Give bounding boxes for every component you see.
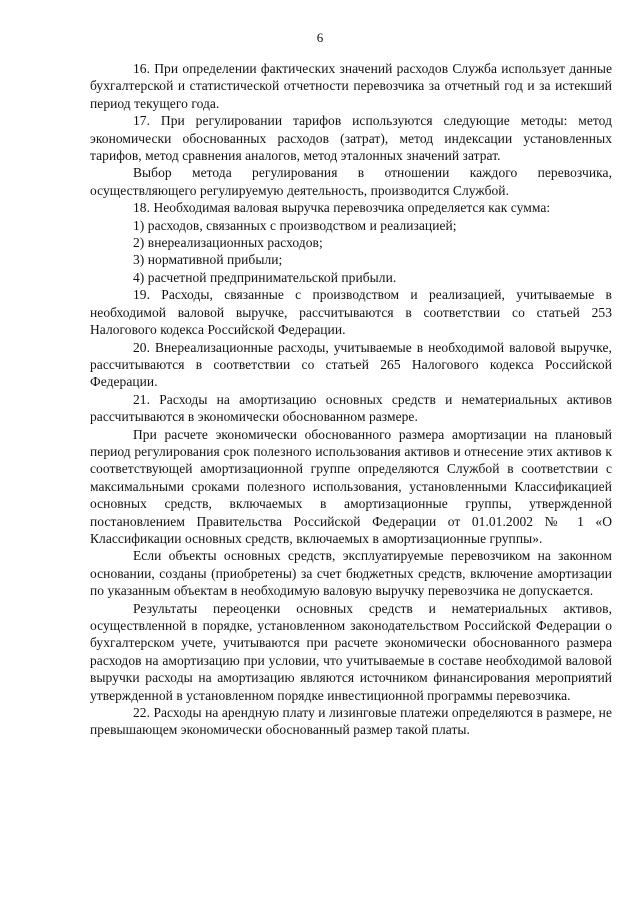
list-item-3: 3) нормативной прибыли; bbox=[133, 252, 283, 268]
paragraph-22: 22. Расходы на арендную плату и лизинговые платежи определяются в размере, не превышающем экономически обоснованный размер такой платы. bbox=[90, 705, 612, 738]
paragraph-budget-assets: Если объекты основных средств, эксплуатируемые перевозчиком на законном основании, созданы (приобретены) за счет бюджетных средств, включение амортизации по указанным объектам в необходимую валовую выручку перевозчика не допускается. bbox=[90, 548, 612, 599]
document-body bbox=[90, 60, 612, 739]
paragraph-19: 19. Расходы, связанные с производством и реализацией, учитываемые в необходимой валовой выручке, рассчитываются в соответствии со статьей 253 Налогового кодекса Российской Федерации. bbox=[90, 287, 612, 338]
paragraph-revaluation: Результаты переоценки основных средств и нематериальных активов, осуществленной в порядке, установленном законодательством Российской Федерации о бухгалтерском учете, учитываются при расчете экономически обоснованного размера расходов на амортизацию при условии, что учитываемые в составе необходимой валовой выручки расходы на амортизацию являются источником финансирования мероприятий утвержденной в установленном порядке инвестиционной программы перевозчика. bbox=[90, 600, 612, 703]
paragraph-amortization-period: При расчете экономически обоснованного размера амортизации на плановый период регулирования срок полезного использования активов и отнесение этих активов к соответствующей амортизационной группе определяются Службой в соответствии с максимальными сроками полезного использования, установленными Классификацией основных средств, включаемых в амортизационные группы, утвержденной постановлением Правительства Российской Федерации от 01.01.2002 № 1 «О Классификации основных средств, включаемых в амортизационные группы». bbox=[90, 426, 612, 546]
paragraph-method-choice: Выбор метода регулирования в отношении каждого перевозчика, осуществляющего регулируемую деятельность, производится Службой. bbox=[90, 165, 612, 198]
paragraph-18: 18. Необходимая валовая выручка перевозчика определяется как сумма: bbox=[133, 200, 551, 216]
paragraph-20: 20. Внереализационные расходы, учитываемые в необходимой валовой выручке, рассчитываются в соответствии со статьей 265 Налогового кодекса Российской Федерации. bbox=[90, 339, 612, 390]
list-item-2: 2) внереализационных расходов; bbox=[133, 235, 323, 251]
list-item-1: 1) расходов, связанных с производством и реализацией; bbox=[133, 217, 457, 233]
paragraph-16: 16. При определении фактических значений расходов Служба использует данные бухгалтерской и статистической отчетности перевозчика за отчетный год и за истекший период текущего года. bbox=[90, 61, 612, 111]
paragraph-21: 21. Расходы на амортизацию основных средств и нематериальных активов рассчитываются в экономически обоснованном размере. bbox=[90, 391, 612, 425]
list-item-4: 4) расчетной предпринимательской прибыли. bbox=[133, 269, 397, 285]
page-number: 6 bbox=[316, 30, 324, 45]
paragraph-17: 17. При регулировании тарифов используются следующие методы: метод экономически обоснованных расходов (затрат), метод индексации установленных тарифов, метод сравнения аналогов, метод эталонных значений затрат. bbox=[90, 113, 612, 164]
